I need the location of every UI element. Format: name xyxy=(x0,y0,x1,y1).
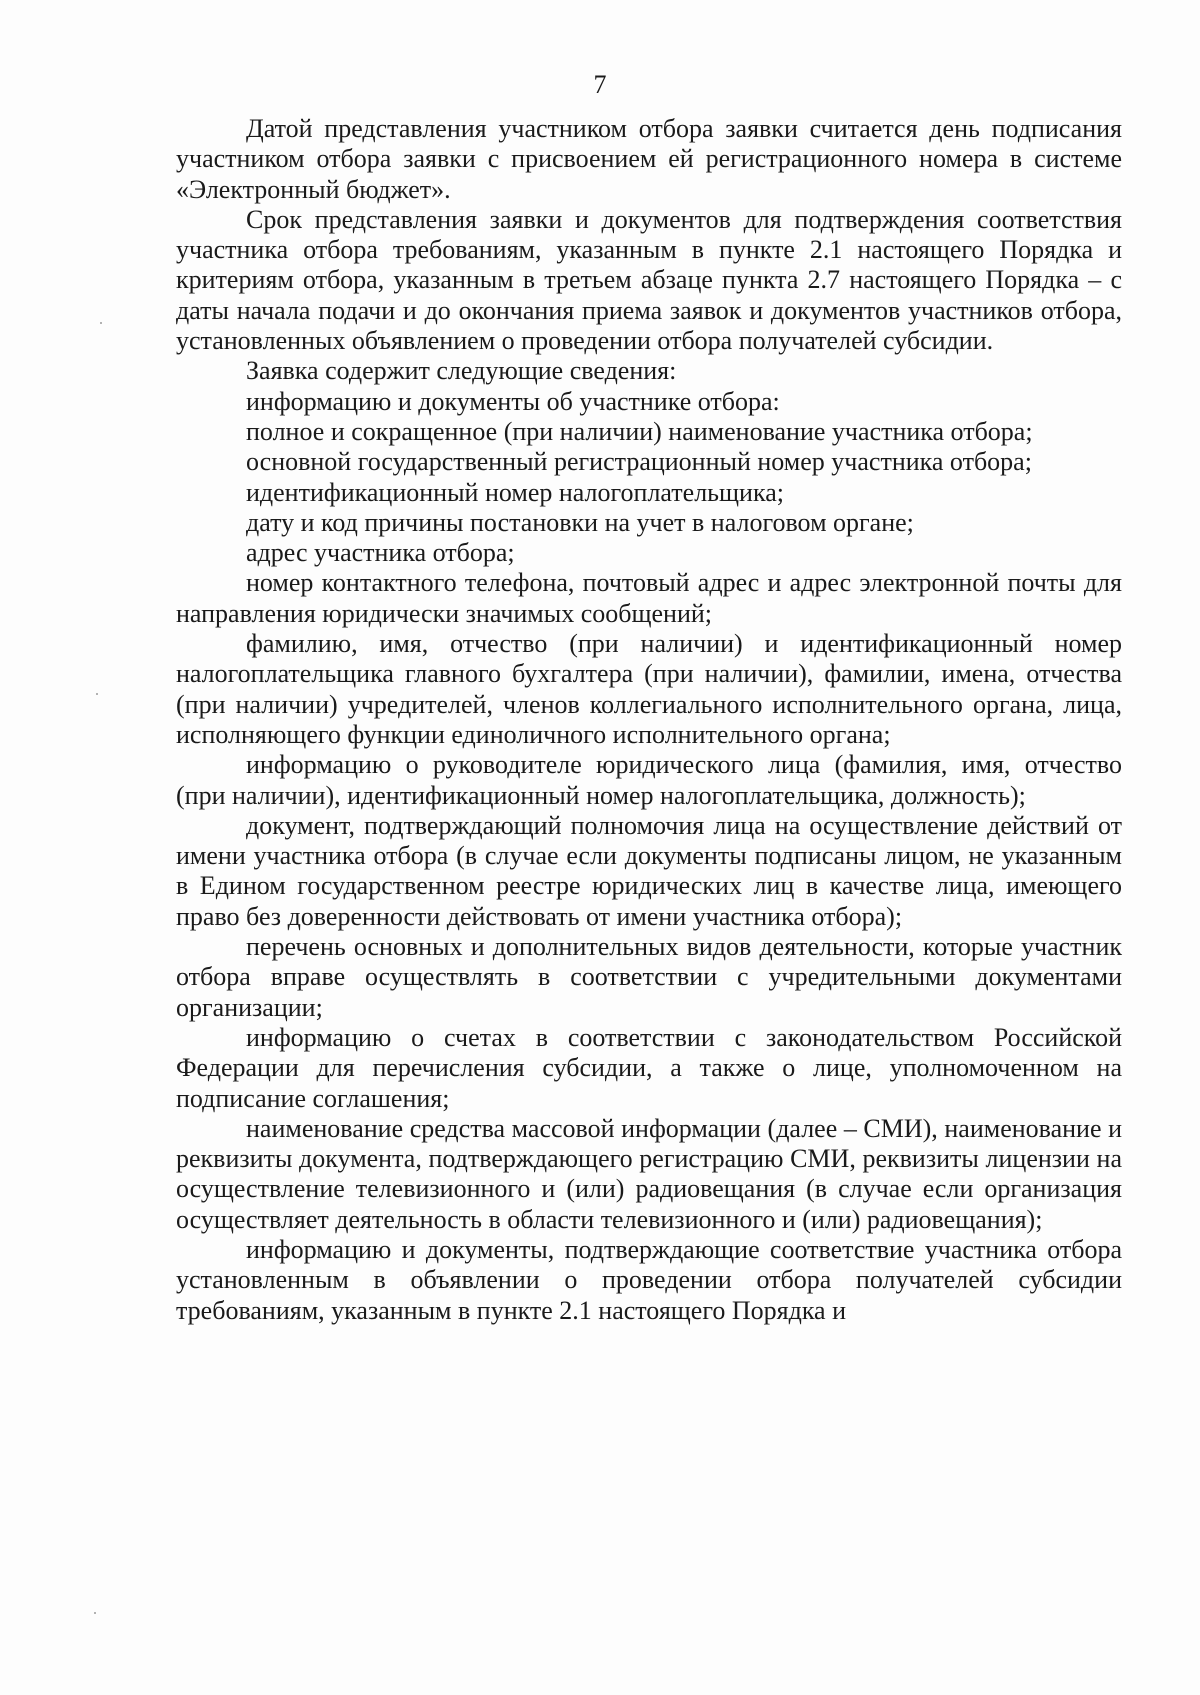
list-item-accountant-founders: фамилию, имя, отчество (при наличии) и идентификационный номер налогоплательщика главного бухгалтера (при наличии), фамилии, имена, отчества (при наличии) учредителей, членов коллегиального исполнительного органа, лица, исполняющего функции единоличного исполнительного органа; xyxy=(176,629,1122,749)
list-item-tax-registration: дату и код причины постановки на учет в налоговом органе; xyxy=(246,507,914,537)
paragraph-submission-deadline: Срок представления заявки и документов для подтверждения соответствия участника отбора требованиям, указанным в пункте 2.1 настоящего Порядка и критериям отбора, указанным в третьем абзаце пункта 2.7 настоящего Порядка – с даты начала подачи и до окончания приема заявок и документов участников отбора, установленных объявлением о проведении отбора получателей субсидии. xyxy=(176,204,1122,356)
scan-speck xyxy=(94,1612,96,1614)
list-item-media-details: наименование средства массовой информации (далее – СМИ), наименование и реквизиты документа, подтверждающего регистрацию СМИ, реквизиты лицензии на осуществление телевизионного и (или) радиовещания (в случае если организация осуществляет деятельность в области телевизионного и (или) радиовещания); xyxy=(176,1113,1122,1234)
list-item-ogrn: основной государственный регистрационный номер участника отбора; xyxy=(246,447,1032,477)
scan-speck xyxy=(96,693,98,695)
list-item-compliance-documents: информацию и документы, подтверждающие соответствие участника отбора установленным в объявлении о проведении отбора получателей субсидии требованиям, указанным в пункте 2.1 настоящего Порядка и xyxy=(176,1234,1122,1325)
page-number: 7 xyxy=(593,70,607,99)
list-item-contacts: номер контактного телефона, почтовый адрес и адрес электронной почты для направления юридически значимых сообщений; xyxy=(176,568,1122,628)
list-item-authority-document: документ, подтверждающий полномочия лица на осуществление действий от имени участника отбора (в случае если документы подписаны лицом, не указанным в Едином государственном реестре юридических лиц в качестве лица, имеющего право без доверенности действовать от имени участника отбора); xyxy=(176,810,1122,931)
list-item-address: адрес участника отбора; xyxy=(246,538,515,568)
list-item-inn: идентификационный номер налогоплательщика; xyxy=(246,477,784,507)
list-item-director-info: информацию о руководителе юридического лица (фамилия, имя, отчество (при наличии), идентификационный номер налогоплательщика, должность); xyxy=(176,750,1122,810)
paragraph-participant-info: информацию и документы об участнике отбора: xyxy=(246,386,780,416)
list-item-full-name: полное и сокращенное (при наличии) наименование участника отбора; xyxy=(246,416,1033,446)
list-item-bank-accounts: информацию о счетах в соответствии с законодательством Российской Федерации для перечисления субсидии, а также о лице, уполномоченном на подписание соглашения; xyxy=(176,1022,1122,1113)
paragraph-application-contents: Заявка содержит следующие сведения: xyxy=(246,356,677,386)
paragraph-submission-date: Датой представления участником отбора заявки считается день подписания участником отбора заявки с присвоением ей регистрационного номера в системе «Электронный бюджет». xyxy=(176,114,1122,204)
list-item-activity-types: перечень основных и дополнительных видов деятельности, которые участник отбора вправе осуществлять в соответствии с учредительными документами организации; xyxy=(176,932,1122,1022)
scan-speck xyxy=(100,322,102,324)
document-body xyxy=(176,114,1122,1326)
